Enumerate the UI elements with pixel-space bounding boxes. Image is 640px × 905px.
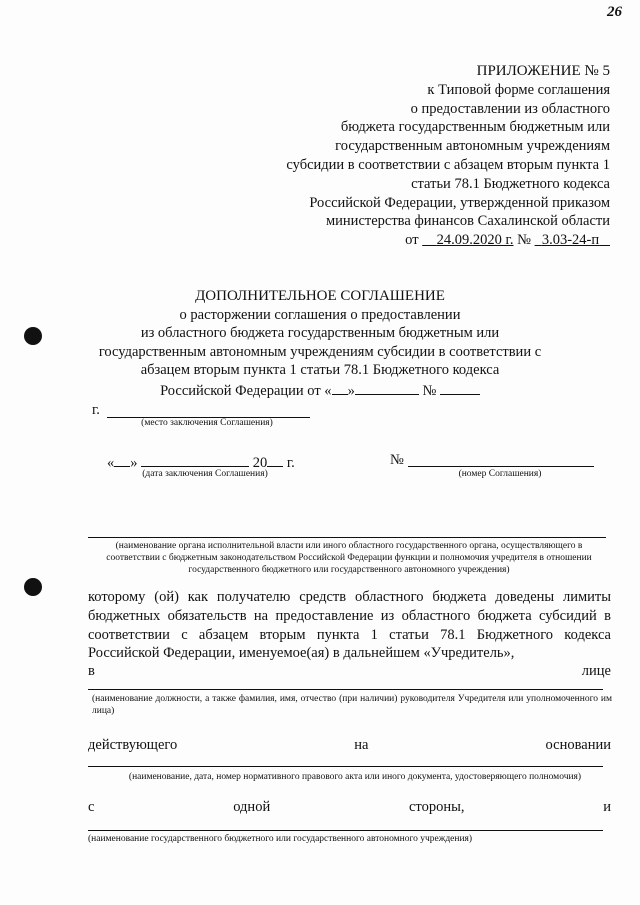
heading-line: из областного бюджета государственным бюджетным или xyxy=(140,325,500,342)
side-row xyxy=(88,799,611,816)
person-caption: (наименование должности, а также фамилия, имя, отчество (при наличии) руководителя Учредителя или уполномоченного им лица) xyxy=(92,694,612,716)
heading-line: абзацем вторым пункта 1 статьи 78.1 Бюджетного кодекса xyxy=(140,362,500,379)
appendix-line: статьи 78.1 Бюджетного кодекса xyxy=(411,175,610,192)
appendix-line: Российской Федерации, утвержденной приказом xyxy=(309,194,610,211)
appendix-line: государственным автономным учреждениям xyxy=(335,138,610,155)
acting-row xyxy=(88,737,611,754)
with-word: с xyxy=(88,799,95,815)
institution-caption: (наименование государственного бюджетного или государственного автономного учреждения) xyxy=(88,834,473,844)
date-year-blank[interactable] xyxy=(267,452,283,467)
heading-date-prefix: Российской Федерации от « xyxy=(160,382,332,399)
order-number-value: 3.03-24-п xyxy=(541,232,600,249)
heading-title: ДОПОЛНИТЕЛЬНОЕ СОГЛАШЕНИЕ xyxy=(195,288,445,304)
page-number: 26 xyxy=(607,4,622,20)
appendix-order-ref xyxy=(250,231,610,250)
agreement-heading xyxy=(60,287,580,401)
heading-number-label: № xyxy=(422,382,437,399)
basis-word: основании xyxy=(545,737,611,753)
date-month-blank[interactable] xyxy=(141,452,249,467)
appendix-line: к Типовой форме соглашения xyxy=(427,81,610,98)
date-open-quote: « xyxy=(107,455,115,471)
order-date xyxy=(422,232,513,248)
body-paragraph: которому (ой) как получателю средств областного бюджета доведены лимиты бюджетных обязательств на предоставление из областного бюджета субсидий в соответствии с абзацем вторым пункта 1 статьи 78.1 Бюджетного кодекса Российской Федерации, именуемое(ая) в дальнейшем «Учредитель», xyxy=(88,589,611,662)
place-caption: (место заключения Соглашения) xyxy=(141,418,273,428)
number-blank xyxy=(440,380,480,395)
date-caption: (дата заключения Соглашения) xyxy=(142,469,268,479)
place-field[interactable] xyxy=(107,403,310,418)
heading-line: о расторжении соглашения о предоставлении xyxy=(179,306,461,323)
order-number xyxy=(535,232,610,248)
in-word: в xyxy=(88,663,95,679)
date-year-suffix: г. xyxy=(286,455,295,471)
and-word: и xyxy=(603,799,611,815)
date-day-blank[interactable] xyxy=(114,452,130,467)
agreement-number-caption: (номер Соглашения) xyxy=(458,469,542,479)
person-field[interactable] xyxy=(88,681,603,690)
punch-hole xyxy=(24,578,42,596)
day-blank xyxy=(332,380,348,395)
on-word: на xyxy=(354,737,369,753)
agreement-number-field[interactable] xyxy=(408,452,594,467)
institution-field[interactable] xyxy=(88,822,603,831)
appendix-line: министерства финансов Сахалинской области xyxy=(325,213,610,230)
place-prefix: г. xyxy=(92,402,100,418)
in-person-row xyxy=(88,663,611,680)
punch-hole xyxy=(24,327,42,345)
heading-line: государственным автономным учреждениям субсидии в соответствии с xyxy=(98,343,542,360)
side-word: стороны, xyxy=(408,799,465,815)
order-date-value: 24.09.2020 г. xyxy=(436,232,514,249)
acting-word: действующего xyxy=(88,737,178,753)
appendix-line: о предоставлении из областного xyxy=(410,100,610,117)
date-year-prefix: 20 xyxy=(252,455,268,471)
authority-caption: (наименование органа исполнительной власти или иного областного государственного органа, осуществляющего в соответствии с бюджетным законодательством Российской Федерации функции и полномочия учредителя в отношении государственного бюджетного или государственного автономного учреждения) xyxy=(106,541,592,575)
one-word: одной xyxy=(233,799,271,815)
basis-field[interactable] xyxy=(88,758,603,767)
appendix-line: бюджета государственным бюджетным или xyxy=(340,119,610,136)
appendix-header xyxy=(250,62,610,250)
heading-last-line xyxy=(60,380,580,401)
appendix-line: субсидии в соответствии с абзацем вторым пункта 1 xyxy=(286,156,610,173)
appendix-title: ПРИЛОЖЕНИЕ № 5 xyxy=(476,63,610,79)
agreement-number-prefix: № xyxy=(390,452,404,468)
heading-quote-close: » xyxy=(347,382,355,399)
basis-caption: (наименование, дата, номер нормативного правового акта или иного документа, удостоверяющего полномочия) xyxy=(128,772,582,782)
month-blank xyxy=(355,380,419,395)
from-label: от xyxy=(405,232,419,249)
person-word: лице xyxy=(581,663,611,679)
date-close-quote: » xyxy=(130,455,138,471)
number-label: № xyxy=(517,232,531,249)
authority-field[interactable] xyxy=(88,529,606,538)
